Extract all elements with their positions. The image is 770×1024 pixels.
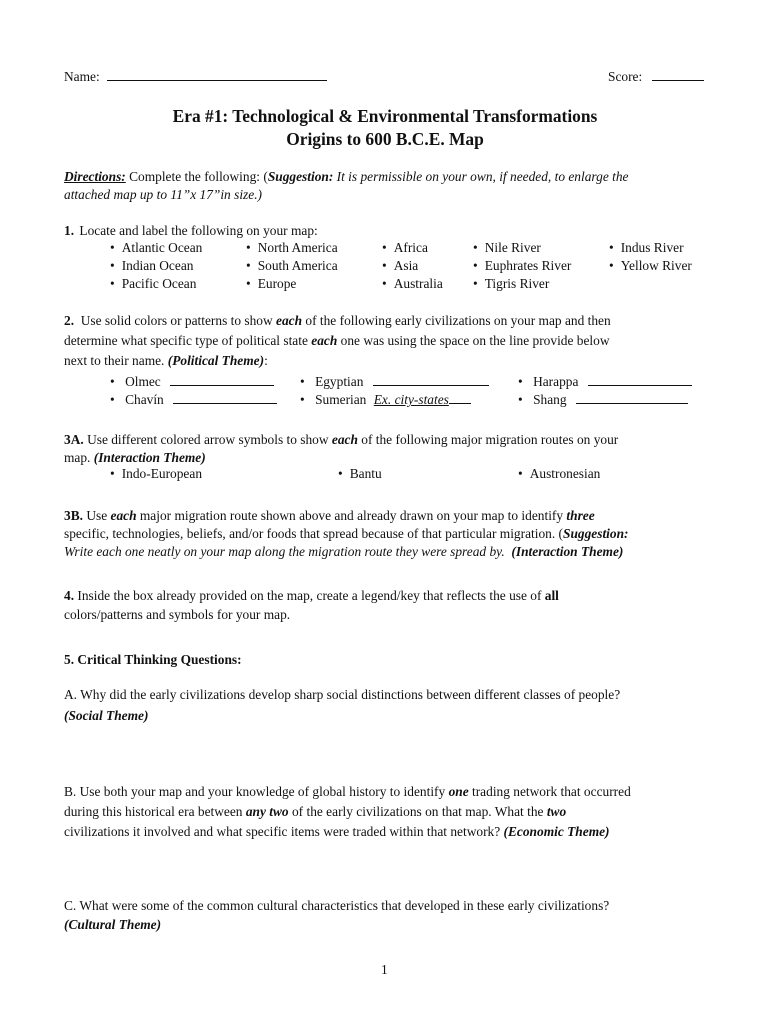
shang-blank[interactable]: [576, 391, 688, 404]
q5b-line-2: during this historical era between any two of the early civilizations on that map. What the two: [64, 804, 567, 819]
q2-line-3: next to their name. (Political Theme):: [64, 353, 268, 368]
civ-chavin: • Chavín: [110, 391, 277, 408]
q5a-text: A. Why did the early civilizations develop sharp social distinctions between different classes of people?: [64, 687, 621, 702]
location-item: • Europe: [246, 276, 296, 292]
q2-line-2: determine what specific type of political state each one was using the space on the line provide below: [64, 333, 610, 348]
location-item: • Nile River: [473, 240, 541, 256]
name-blank[interactable]: [107, 68, 327, 81]
score-field[interactable]: [608, 68, 704, 85]
civ-sumerian: • Sumerian Ex. city-states: [300, 391, 471, 408]
egyptian-blank[interactable]: [373, 373, 489, 386]
location-item: • Africa: [382, 240, 428, 256]
page-subtitle: Origins to 600 B.C.E. Map: [286, 129, 484, 149]
q5c-text: C. What were some of the common cultural characteristics that developed in these early civilizations?: [64, 898, 610, 913]
q3a-line-1: 3A. Use different colored arrow symbols to show each of the following major migration routes on your: [64, 432, 619, 447]
cultural-theme: (Cultural Theme): [64, 917, 162, 932]
location-item: • Indian Ocean: [110, 258, 193, 274]
q3b-line-1: 3B. Use each major migration route shown above and already drawn on your map to identify three: [64, 508, 595, 523]
route-bantu: • Bantu: [338, 466, 382, 482]
sumerian-example: Ex. city-states: [373, 392, 449, 407]
civ-olmec: • Olmec: [110, 373, 274, 390]
q5-heading: 5. Critical Thinking Questions:: [64, 652, 242, 667]
page-title: Era #1: Technological & Environmental Transformations: [172, 106, 598, 126]
q4-line-2: colors/patterns and symbols for your map.: [64, 607, 291, 622]
score-blank[interactable]: [652, 68, 704, 81]
directions-line-2: attached map up to 11”x 17”in size.): [64, 187, 262, 202]
q1-prompt: 1. Locate and label the following on your map:: [64, 223, 318, 238]
political-theme: (Political Theme): [167, 353, 265, 368]
chavin-blank[interactable]: [173, 391, 277, 404]
q3b-line-3: Write each one neatly on your map along the migration route they were spread by. (Interaction Theme): [64, 544, 624, 559]
route-indo-european: • Indo-European: [110, 466, 202, 482]
directions-line-1: Directions: Complete the following: (Suggestion: It is permissible on your own, if needed, to enlarge the: [64, 169, 629, 184]
suggestion-label: Suggestion:: [267, 169, 334, 184]
directions-label: Directions:: [64, 169, 126, 184]
civ-shang: • Shang: [518, 391, 688, 408]
location-item: • Pacific Ocean: [110, 276, 196, 292]
location-item: • Yellow River: [609, 258, 692, 274]
route-austronesian: • Austronesian: [518, 466, 600, 482]
interaction-theme: (Interaction Theme): [93, 450, 206, 465]
location-item: • Indus River: [609, 240, 684, 256]
location-item: • Tigris River: [473, 276, 549, 292]
location-item: • Euphrates River: [473, 258, 571, 274]
q5b-line-1: B. Use both your map and your knowledge of global history to identify one trading network that occurred: [64, 784, 631, 799]
location-item: • Asia: [382, 258, 418, 274]
location-item: • South America: [246, 258, 338, 274]
q3b-line-2: specific, technologies, beliefs, and/or foods that spread because of that particular migration. (Suggestion:: [64, 526, 629, 541]
social-theme: (Social Theme): [64, 708, 149, 723]
civ-egyptian: • Egyptian: [300, 373, 489, 390]
harappa-blank[interactable]: [588, 373, 692, 386]
civ-harappa: • Harappa: [518, 373, 692, 390]
olmec-blank[interactable]: [170, 373, 274, 386]
q2-line-1: 2. Use solid colors or patterns to show each of the following early civilizations on your map and then: [64, 313, 611, 328]
economic-theme: (Economic Theme): [503, 824, 610, 839]
q3a-line-2: map. (Interaction Theme): [64, 450, 206, 465]
location-item: • Australia: [382, 276, 443, 292]
name-field[interactable]: [64, 68, 327, 85]
location-item: • North America: [246, 240, 338, 256]
q4-line-1: 4. Inside the box already provided on the map, create a legend/key that reflects the use of all: [64, 588, 559, 603]
score-label: Score:: [608, 69, 643, 84]
q5b-line-3: civilizations it involved and what specific items were traded within that network? (Economic Theme): [64, 824, 610, 839]
location-item: • Atlantic Ocean: [110, 240, 202, 256]
page-number: 1: [381, 962, 388, 977]
name-label: Name:: [64, 69, 100, 84]
sumerian-blank[interactable]: [449, 391, 471, 404]
